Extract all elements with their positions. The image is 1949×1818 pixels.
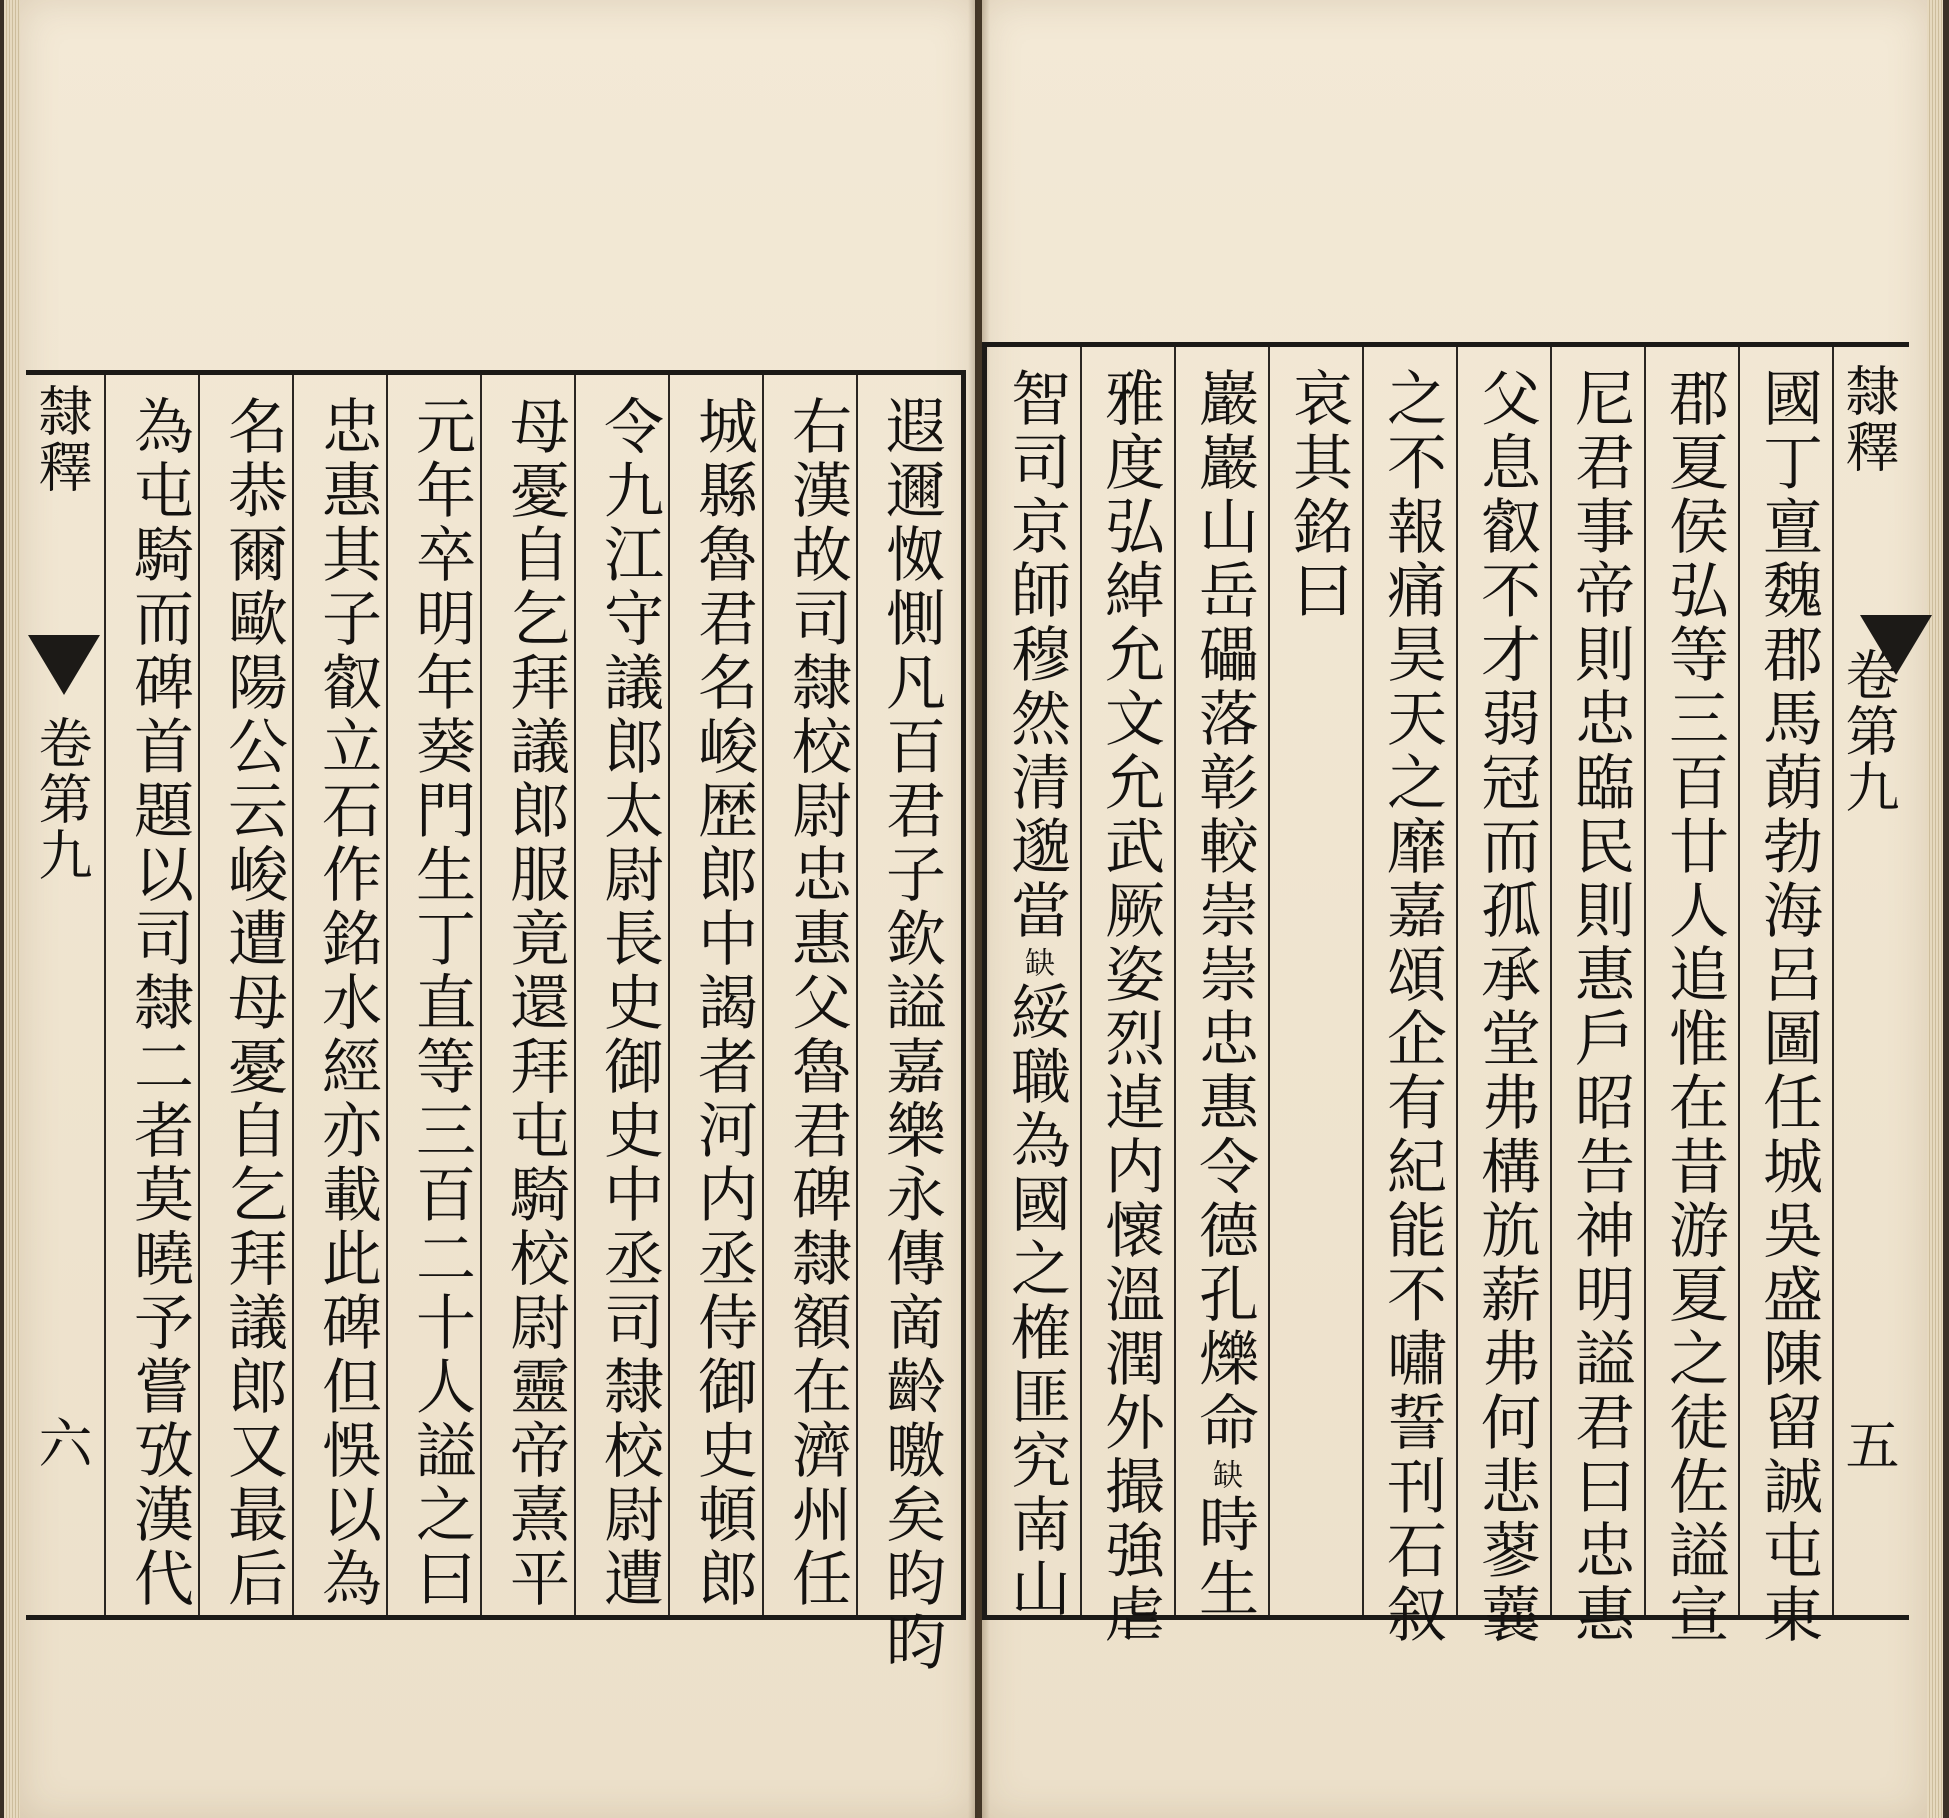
left-page-frame — [26, 370, 966, 1675]
text-column-2: 右漢故司隸校尉忠惠父魯君碑隸額在濟州任 — [782, 395, 852, 1611]
left-fish-tail-mark — [28, 635, 100, 695]
lacuna-note: 缺 — [1019, 947, 1054, 977]
text-column-7 — [1179, 367, 1269, 1625]
left-spine-title: 隸釋 — [30, 383, 93, 495]
left-spine-page-number: 六 — [30, 1415, 93, 1471]
text-column-8: 名恭爾歐陽公云峻遭母憂自乞拜議郎又最后 — [218, 395, 288, 1611]
left-spine-chapter: 卷第九 — [30, 715, 93, 883]
text-column-9-tail: 綏職為國之榷匪究南山 — [1001, 981, 1071, 1621]
text-column-5: 之不報痛昊天之靡嘉頌企有紀能不嘯誓刊石叙 — [1377, 367, 1447, 1647]
text-column-7-main: 巖巖山岳礧落彰較崇崇忠惠令德孔爍命 — [1189, 367, 1259, 1455]
text-column-4: 令九江守議郎太尉長史御史中丞司隸校尉遭 — [594, 395, 664, 1611]
text-column-5: 母憂自乞拜議郎服竟還拜屯騎校尉靈帝熹平 — [500, 395, 570, 1611]
text-column-9-main: 智司京師穆然清邈當 — [1001, 367, 1071, 943]
text-column-7: 忠惠其子叡立石作銘水經亦載此碑但悞以為 — [312, 395, 382, 1611]
right-page-edge — [1927, 0, 1943, 1818]
right-spine-page-number: 五 — [1837, 1417, 1900, 1473]
text-column-6: 元年卒明年葵門生丁直等三百二十人謚之曰 — [406, 395, 476, 1611]
text-column-3: 尼君事帝則忠臨民則惠戶昭告神明謚君曰忠惠 — [1565, 367, 1635, 1647]
right-fish-tail-mark — [1860, 615, 1932, 675]
text-column-9: 為屯騎而碑首題以司隸二者莫曉予嘗攷漢代 — [124, 395, 194, 1611]
text-column-9 — [991, 367, 1081, 1625]
right-spine-title: 隸釋 — [1837, 363, 1900, 475]
text-column-2: 郡夏侯弘等三百廿人追惟在昔游夏之徒佐謚宣 — [1659, 367, 1729, 1647]
left-page-edge — [4, 0, 20, 1818]
text-column-8: 雅度弘綽允文允武厥姿烈逴内懷溫潤外撮強虐 — [1095, 367, 1165, 1647]
text-column-6: 哀其銘曰 — [1283, 367, 1353, 623]
right-page-frame — [982, 342, 1909, 1647]
text-column-3: 城縣魯君名峻歴郎中謁者河内丞侍御史頓郎 — [688, 395, 758, 1611]
text-column-1: 遐邇怓惻凡百君子欽謚嘉樂永傳啇齡曒矣昀昀 — [876, 395, 946, 1675]
text-column-1: 國丁亶魏郡馬蓢勃海呂圖任城吳盛陳留誠屯東 — [1753, 367, 1823, 1647]
column-rule — [104, 375, 106, 1615]
text-column-4: 父息叡不才弱冠而孤承堂弗構斻薪弗何悲蓼蘘 — [1471, 367, 1541, 1647]
right-spine-chapter: 卷第九 — [1837, 647, 1900, 815]
text-column-7-tail: 時生 — [1189, 1493, 1259, 1621]
lacuna-note: 缺 — [1207, 1459, 1242, 1489]
